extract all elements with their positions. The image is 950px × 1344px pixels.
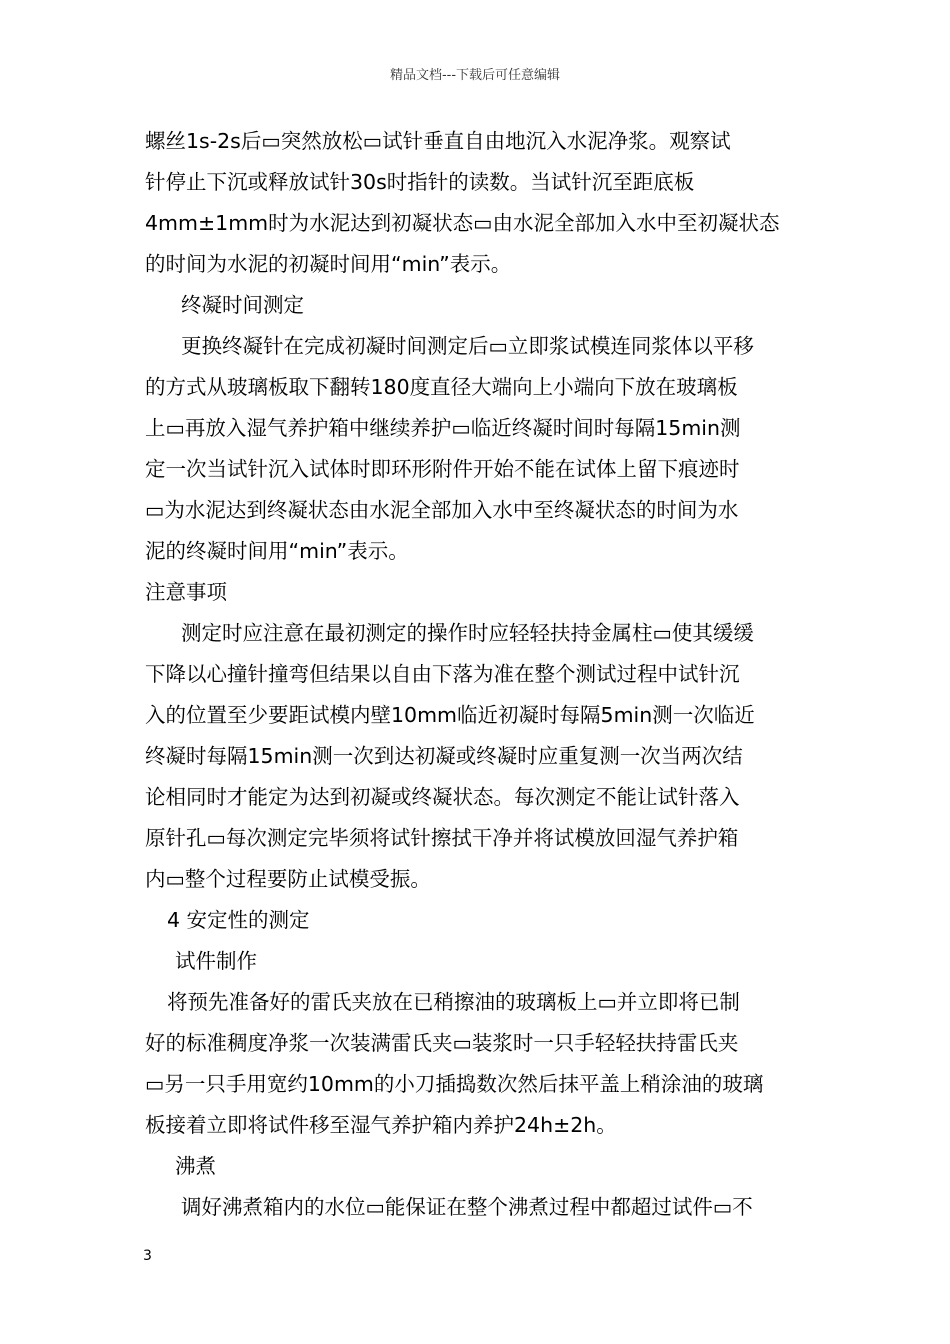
document-body <box>145 121 810 1228</box>
page-header: 精品文档---下载后可任意编辑 <box>389 68 561 83</box>
text-line: 板接着立即将试件移至湿气养护箱内养护24h±2h。 <box>145 1113 617 1137</box>
text-line: 注意事项 <box>145 580 227 604</box>
text-line: ▭为水泥达到终凝状态由水泥全部加入水中至终凝状态的时间为水 <box>145 498 739 522</box>
text-line: ▭另一只手用宽约10mm的小刀插捣数次然后抹平盖上稍涂油的玻璃 <box>145 1072 764 1096</box>
text-line: 螺丝1s-2s后▭突然放松▭试针垂直自由地沉入水泥净浆。观察试 <box>145 129 731 153</box>
text-line: 4mm±1mm时为水泥达到初凝状态▭由水泥全部加入水中至初凝状态 <box>145 211 780 235</box>
text-line: 终凝时每隔15min测一次到达初凝或终凝时应重复测一次当两次结 <box>145 744 743 768</box>
text-line: 针停止下沉或释放试针30s时指针的读数。当试针沉至距底板 <box>145 170 695 194</box>
text-line: 好的标准稠度净浆一次装满雷氏夹▭装浆时一只手轻轻扶持雷氏夹 <box>145 1031 739 1055</box>
text-line: 更换终凝针在完成初凝时间测定后▭立即浆试模连同浆体以平移 <box>181 334 754 358</box>
text-line: 的时间为水泥的初凝时间用“min”表示。 <box>145 252 512 276</box>
text-line: 上▭再放入湿气养护箱中继续养护▭临近终凝时间时每隔15min测 <box>145 416 741 440</box>
text-line: 的方式从玻璃板取下翻转180度直径大端向上小端向下放在玻璃板 <box>145 375 738 399</box>
page-number: 3 <box>143 1248 152 1264</box>
text-line: 原针孔▭每次测定完毕须将试针擦拭干净并将试模放回湿气养护箱 <box>145 826 739 850</box>
text-line: 沸煮 <box>175 1154 216 1178</box>
text-line: 调好沸煮箱内的水位▭能保证在整个沸煮过程中都超过试件▭不 <box>181 1195 753 1219</box>
text-line: 定一次当试针沉入试体时即环形附件开始不能在试体上留下痕迹时 <box>145 457 740 481</box>
text-line: 入的位置至少要距试模内壁10mm临近初凝时每隔5min测一次临近 <box>145 703 755 727</box>
text-line: 泥的终凝时间用“min”表示。 <box>145 539 409 563</box>
text-line: 试件制作 <box>175 949 257 973</box>
text-line: 4 安定性的测定 <box>167 908 310 932</box>
text-line: 内▭整个过程要防止试模受振。 <box>145 867 431 891</box>
text-line: 终凝时间测定 <box>181 293 304 317</box>
text-line: 测定时应注意在最初测定的操作时应轻轻扶持金属柱▭使其缓缓 <box>181 621 754 645</box>
text-line: 下降以心撞针撞弯但结果以自由下落为准在整个测试过程中试针沉 <box>145 662 740 686</box>
text-line: 论相同时才能定为达到初凝或终凝状态。每次测定不能让试针落入 <box>145 785 740 809</box>
text-line: 将预先准备好的雷氏夹放在已稍擦油的玻璃板上▭并立即将已制 <box>167 990 740 1014</box>
